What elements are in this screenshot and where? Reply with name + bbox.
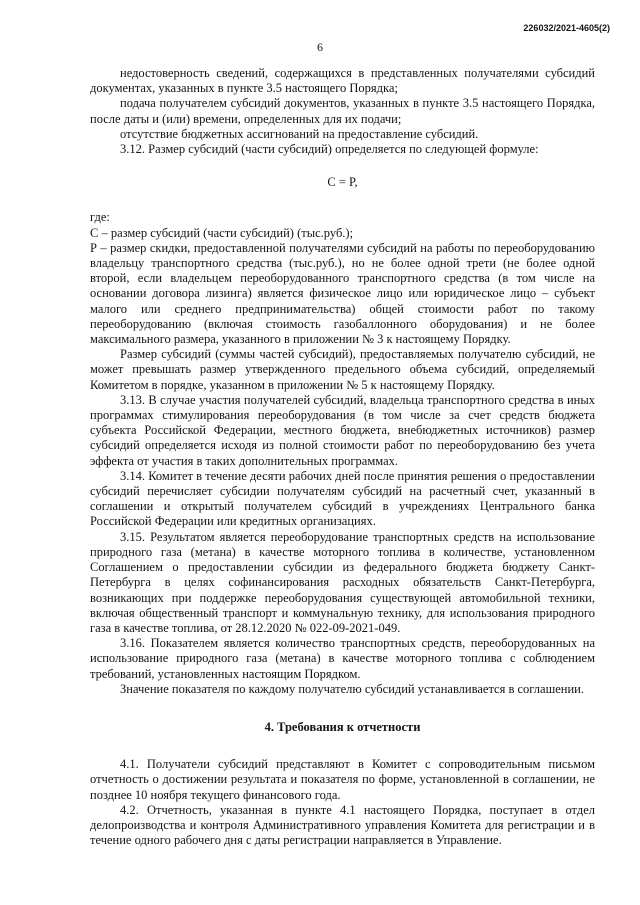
paragraph-3-12: 3.12. Размер субсидий (части субсидий) определяется по следующей формуле: <box>120 142 539 157</box>
paragraph-late-submission: подача получателем субсидий документов, указанных в пункте 3.5 настоящего Порядка, после даты и (или) времени, определенных для их подачи; <box>90 96 595 126</box>
paragraph-3-14: 3.14. Комитет в течение десяти рабочих дней после принятия решения о предоставлении субсидий перечисляет субсидии получателям субсидий на расчетный счет, указанный в соглашении и открытый получателем субсидий в учреждениях Центрального банка Российской Федерации или кредитных организациях. <box>90 468 595 529</box>
formula-where-label: где: <box>90 210 110 225</box>
paragraph-3-16: 3.16. Показателем является количество транспортных средств, переоборудованных на использование природного газа (метана) в качестве моторного топлива с соблюдением требований, установленных настоящим Порядком. <box>90 636 595 681</box>
document-body <box>90 66 595 848</box>
formula-c-definition: С – размер субсидий (части субсидий) (тыс.руб.); <box>90 225 354 240</box>
paragraph-4-1: 4.1. Получатели субсидий представляют в Комитет с сопроводительным письмом отчетность о достижении результата и показателя по форме, установленной в соглашении, не позднее 10 ноября текущего финансового года. <box>90 757 595 802</box>
paragraph-no-budget: отсутствие бюджетных ассигнований на предоставление субсидий. <box>120 126 479 141</box>
paragraph-4-2: 4.2. Отчетность, указанная в пункте 4.1 настоящего Порядка, поступает в отдел делопроизводства и контроля Административного управления Комитета для регистрации и в течение одного рабочего дня с даты регистрации направляется в Управление. <box>90 802 595 848</box>
paragraph-indicator-value: Значение показателя по каждому получателю субсидий устанавливается в соглашении. <box>120 681 584 696</box>
page-number: 6 <box>317 40 323 54</box>
subsidy-formula: С = Р, <box>327 175 358 190</box>
paragraph-subsidy-limit: Размер субсидий (суммы частей субсидий), предоставляемых получателю субсидий, не может превышать размер утвержденного предельного объема субсидий, определяемый Комитетом в порядке, указанном в приложении № 5 к настоящему Порядку. <box>90 347 595 392</box>
paragraph-3-13: 3.13. В случае участия получателей субсидий, владельца транспортного средства в иных программах стимулирования переоборудования (в том числе за счет средств бюджета субъекта Российской Федерации, местного бюджета, внебюджетных источников) размер субсидий определяется исходя из полной стоимости работ по переоборудованию без учета эффекта от участия в таких дополнительных программах. <box>90 392 595 468</box>
section-4-title: 4. Требования к отчетности <box>264 719 421 734</box>
paragraph-3-15: 3.15. Результатом является переоборудование транспортных средств на использование природного газа (метана) в качестве моторного топлива в количестве, установленном Соглашением о предоставлении субсидии из федерального бюджета бюджету Санкт-Петербурга в целях софинансирования расходных обязательств Санкт-Петербурга, возникающих при поддержке переоборудования существующей автомобильной техники, включая общественный транспорт и коммунальную технику, для использования природного газа в качестве топлива, от 28.12.2020 № 022-09-2021-049. <box>90 529 595 635</box>
formula-p-definition: Р – размер скидки, предоставленной получателями субсидий на работы по переоборудованию владельцу транспортного средства (тыс.руб.), но не более одной трети (не более одной второй, если владельцем переоборудованного транспортного средства (в том числе на основании договора лизинга) является физическое лицо или юридическое лицо – субъект малого или среднего предпринимательства) общей стоимости работ по такому переоборудованию (включая стоимость газобаллонного оборудования) и не более максимального размера, указанного в приложении № 3 к настоящему Порядку. <box>90 240 595 347</box>
document-number: 226032/2021-4605(2) <box>523 23 610 33</box>
paragraph-invalid-info: недостоверность сведений, содержащихся в представленных получателями субсидий документах, указанных в пункте 3.5 настоящего Порядка; <box>90 66 595 96</box>
